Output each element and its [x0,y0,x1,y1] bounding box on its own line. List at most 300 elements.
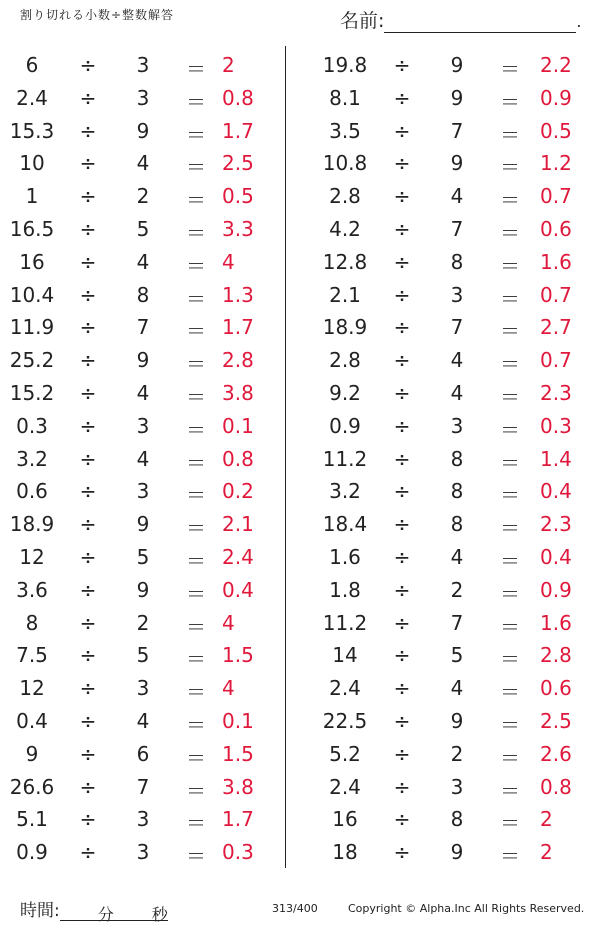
problem-row [0,573,282,606]
dividend: 0.6 [16,479,48,504]
divide-sign: ÷ [79,249,97,274]
equals-sign: ＝ [186,647,206,672]
equals-sign: ＝ [186,57,206,81]
equals-sign: ＝ [500,352,520,377]
divisor: 5 [136,544,150,569]
divisor: 7 [450,118,464,143]
equals-sign: ＝ [186,745,206,770]
equals-sign: ＝ [500,483,520,508]
divisor: 4 [136,446,150,471]
dividend: 11.2 [322,446,368,471]
divisor: 3 [450,282,464,307]
problem-row [0,474,282,507]
divide-sign: ÷ [393,282,411,307]
dividend: 25.2 [9,348,55,373]
time-blank-line [60,902,168,924]
divisor: 6 [136,741,150,766]
dividend: 10 [19,151,45,176]
problem-row [0,802,282,835]
divide-sign: ÷ [79,446,97,471]
dividend: 18.4 [322,512,368,537]
equals-sign: ＝ [500,384,520,409]
dividend: 0.9 [16,840,48,865]
answer: 0.8 [222,446,254,471]
equals-sign: ＝ [500,253,520,278]
problem-row [300,114,600,147]
dividend: 1 [25,184,39,209]
answer: 1.7 [222,315,254,340]
equals-sign: ＝ [186,89,206,114]
name-blank-line [384,12,576,33]
divisor: 5 [136,216,150,241]
dividend: 19.8 [322,53,368,77]
dividend: 12.8 [322,249,368,274]
dividend: 16 [19,249,45,274]
divisor: 5 [136,643,150,668]
answer: 1.5 [222,741,254,766]
divide-sign: ÷ [79,184,97,209]
divide-sign: ÷ [79,643,97,668]
equals-sign: ＝ [500,319,520,344]
divisor: 8 [450,512,464,537]
equals-sign: ＝ [500,712,520,737]
answer: 1.6 [540,610,572,635]
problem-row [0,737,282,770]
minutes-label: 分 [97,905,114,924]
problem-row [300,81,600,114]
answer: 4 [222,610,235,635]
answer: 2 [540,840,553,865]
divisor: 9 [450,708,464,733]
dividend: 3.6 [16,577,48,602]
equals-sign: ＝ [186,384,206,409]
divisor: 3 [450,413,464,438]
answer: 2 [540,807,553,832]
problem-row [0,540,282,573]
divisor: 4 [136,708,150,733]
answer: 0.4 [540,479,572,504]
answer: 0.2 [222,479,254,504]
dividend: 2.4 [329,676,361,701]
answer: 1.3 [222,282,254,307]
answer: 1.2 [540,151,572,176]
dividend: 0.9 [329,413,361,438]
problem-row [300,835,600,868]
equals-sign: ＝ [186,253,206,278]
equals-sign: ＝ [500,516,520,541]
answer: 2.3 [540,380,572,405]
problem-row [0,212,282,245]
divisor: 7 [450,610,464,635]
left-problem-column [0,48,282,868]
equals-sign: ＝ [186,712,206,737]
divisor: 4 [136,151,150,176]
divisor: 3 [450,774,464,799]
divide-sign: ÷ [393,577,411,602]
answer: 2.7 [540,315,572,340]
problem-row [300,146,600,179]
divisor: 7 [136,315,150,340]
divide-sign: ÷ [79,479,97,504]
divide-sign: ÷ [393,216,411,241]
worksheet-title: 割り切れる小数÷整数解答 [20,8,175,22]
divide-sign: ÷ [393,741,411,766]
divisor: 7 [450,216,464,241]
answer: 0.6 [540,676,572,701]
dividend: 26.6 [9,774,55,799]
equals-sign: ＝ [186,220,206,245]
problem-row [0,409,282,442]
problem-row [0,835,282,868]
divide-sign: ÷ [393,807,411,832]
answer: 0.1 [222,708,254,733]
dividend: 5.2 [329,741,361,766]
answer: 3.8 [222,774,254,799]
dividend: 12 [19,544,45,569]
answer: 0.4 [540,544,572,569]
dividend: 2.4 [329,774,361,799]
divisor: 4 [450,348,464,373]
equals-sign: ＝ [186,352,206,377]
equals-sign: ＝ [500,614,520,639]
dividend: 3.5 [329,118,361,143]
divisor: 3 [136,479,150,504]
divisor: 9 [450,85,464,110]
answer: 1.5 [222,643,254,668]
dividend: 2.4 [16,85,48,110]
divide-sign: ÷ [393,184,411,209]
equals-sign: ＝ [186,548,206,573]
divisor: 4 [136,380,150,405]
problem-row [300,212,600,245]
divisor: 4 [136,249,150,274]
divide-sign: ÷ [393,315,411,340]
equals-sign: ＝ [500,778,520,803]
divide-sign: ÷ [79,118,97,143]
dividend: 1.8 [329,577,361,602]
divide-sign: ÷ [79,807,97,832]
equals-sign: ＝ [186,844,206,869]
dividend: 11.2 [322,610,368,635]
divisor: 3 [136,53,150,77]
divide-sign: ÷ [393,85,411,110]
dividend: 2.1 [329,282,361,307]
problem-row [300,802,600,835]
equals-sign: ＝ [186,614,206,639]
divide-sign: ÷ [79,413,97,438]
problem-row [300,310,600,343]
divisor: 8 [450,807,464,832]
divide-sign: ÷ [393,380,411,405]
problem-row [0,343,282,376]
problem-row [0,310,282,343]
dividend: 16 [332,807,358,832]
divisor: 7 [136,774,150,799]
divisor: 3 [136,676,150,701]
name-dot: . [576,12,582,31]
answer: 1.7 [222,807,254,832]
equals-sign: ＝ [186,680,206,705]
problem-row [300,376,600,409]
answer: 3.8 [222,380,254,405]
divide-sign: ÷ [79,774,97,799]
equals-sign: ＝ [500,122,520,147]
divide-sign: ÷ [79,348,97,373]
dividend: 8.1 [329,85,361,110]
problem-row [0,81,282,114]
equals-sign: ＝ [500,581,520,606]
dividend: 6 [25,53,39,77]
problem-row [300,278,600,311]
answer: 4 [222,676,235,701]
equals-sign: ＝ [500,450,520,475]
copyright: Copyright © Alpha.Inc All Rights Reserved. [348,902,585,915]
problem-row [0,278,282,311]
divisor: 2 [450,577,464,602]
answer: 0.7 [540,348,572,373]
dividend: 0.3 [16,413,48,438]
answer: 3.3 [222,216,254,241]
equals-sign: ＝ [186,778,206,803]
dividend: 3.2 [329,479,361,504]
equals-sign: ＝ [186,581,206,606]
problem-row [0,704,282,737]
divide-sign: ÷ [79,577,97,602]
divide-sign: ÷ [79,544,97,569]
divide-sign: ÷ [393,512,411,537]
equals-sign: ＝ [500,647,520,672]
divide-sign: ÷ [79,840,97,865]
problem-row [0,606,282,639]
dividend: 8 [25,610,39,635]
problem-row [0,48,282,81]
dividend: 2.8 [329,348,361,373]
divide-sign: ÷ [393,249,411,274]
problem-row [0,770,282,803]
dividend: 4.2 [329,216,361,241]
answer: 2.8 [540,643,572,668]
divisor: 4 [450,380,464,405]
dividend: 18 [332,840,358,865]
problem-row [0,507,282,540]
divide-sign: ÷ [393,118,411,143]
dividend: 10.4 [9,282,55,307]
answer: 0.3 [222,840,254,865]
problem-row [300,474,600,507]
divisor: 8 [450,446,464,471]
problem-row [300,606,600,639]
problem-row [300,540,600,573]
divide-sign: ÷ [79,741,97,766]
dividend: 5.1 [16,807,48,832]
equals-sign: ＝ [186,450,206,475]
divide-sign: ÷ [393,610,411,635]
answer: 2.1 [222,512,254,537]
divide-sign: ÷ [79,315,97,340]
problem-row [300,770,600,803]
dividend: 0.4 [16,708,48,733]
equals-sign: ＝ [500,680,520,705]
answer: 2.2 [540,53,572,77]
divide-sign: ÷ [79,380,97,405]
answer: 0.5 [222,184,254,209]
equals-sign: ＝ [186,122,206,147]
page-number: 313/400 [272,902,318,915]
divisor: 4 [450,544,464,569]
answer: 0.7 [540,184,572,209]
equals-sign: ＝ [500,155,520,180]
dividend: 10.8 [322,151,368,176]
divisor: 3 [136,840,150,865]
divide-sign: ÷ [79,53,97,77]
divide-sign: ÷ [79,85,97,110]
answer: 2.6 [540,741,572,766]
answer: 0.3 [540,413,572,438]
problem-row [300,704,600,737]
dividend: 14 [332,643,358,668]
equals-sign: ＝ [500,286,520,311]
problem-row [300,343,600,376]
dividend: 9 [25,741,39,766]
divisor: 9 [136,512,150,537]
equals-sign: ＝ [186,417,206,442]
problem-row [0,245,282,278]
problem-row [300,573,600,606]
divisor: 9 [450,53,464,77]
answer: 0.8 [540,774,572,799]
divide-sign: ÷ [79,512,97,537]
answer: 0.9 [540,577,572,602]
answer: 4 [222,249,235,274]
problem-row [0,442,282,475]
divide-sign: ÷ [393,840,411,865]
answer: 2.3 [540,512,572,537]
name-label: 名前: [340,10,385,32]
divisor: 3 [136,807,150,832]
dividend: 16.5 [9,216,55,241]
divide-sign: ÷ [79,151,97,176]
divisor: 9 [136,118,150,143]
divide-sign: ÷ [393,413,411,438]
problem-row [0,114,282,147]
equals-sign: ＝ [500,220,520,245]
divisor: 4 [450,184,464,209]
answer: 2.8 [222,348,254,373]
divisor: 2 [450,741,464,766]
dividend: 9.2 [329,380,361,405]
dividend: 18.9 [322,315,368,340]
divide-sign: ÷ [393,446,411,471]
divisor: 3 [136,85,150,110]
dividend: 2.8 [329,184,361,209]
answer: 0.4 [222,577,254,602]
equals-sign: ＝ [186,483,206,508]
equals-sign: ＝ [186,188,206,213]
problem-row [300,179,600,212]
divisor: 9 [136,348,150,373]
problem-row [300,48,600,81]
name-field [340,6,582,33]
equals-sign: ＝ [186,811,206,836]
dividend: 18.9 [9,512,55,537]
divide-sign: ÷ [79,216,97,241]
equals-sign: ＝ [500,89,520,114]
divisor: 9 [450,840,464,865]
divisor: 5 [450,643,464,668]
answer: 0.9 [540,85,572,110]
time-field [20,896,168,924]
answer: 0.6 [540,216,572,241]
divide-sign: ÷ [393,774,411,799]
equals-sign: ＝ [500,745,520,770]
divisor: 3 [136,413,150,438]
equals-sign: ＝ [186,516,206,541]
equals-sign: ＝ [186,319,206,344]
divisor: 8 [450,479,464,504]
equals-sign: ＝ [500,844,520,869]
answer: 0.7 [540,282,572,307]
divide-sign: ÷ [79,708,97,733]
dividend: 1.6 [329,544,361,569]
divide-sign: ÷ [393,708,411,733]
answer: 2.5 [540,708,572,733]
answer: 0.8 [222,85,254,110]
problem-row [300,442,600,475]
divisor: 9 [450,151,464,176]
dividend: 22.5 [322,708,368,733]
equals-sign: ＝ [500,188,520,213]
answer: 0.5 [540,118,572,143]
problem-row [300,245,600,278]
equals-sign: ＝ [500,57,520,81]
divisor: 8 [136,282,150,307]
problem-row [0,671,282,704]
problem-row [0,638,282,671]
dividend: 11.9 [9,315,55,340]
divide-sign: ÷ [393,348,411,373]
divisor: 8 [450,249,464,274]
answer: 2 [222,53,235,77]
divisor: 2 [136,184,150,209]
divisor: 2 [136,610,150,635]
problem-row [300,737,600,770]
right-problem-column [300,48,600,868]
time-label: 時間: [20,901,60,921]
problem-row [0,376,282,409]
answer: 1.6 [540,249,572,274]
column-divider [285,46,286,868]
answer: 2.5 [222,151,254,176]
equals-sign: ＝ [500,811,520,836]
dividend: 15.2 [9,380,55,405]
divisor: 7 [450,315,464,340]
divide-sign: ÷ [79,282,97,307]
dividend: 15.3 [9,118,55,143]
problem-row [300,671,600,704]
problem-row [0,179,282,212]
divide-sign: ÷ [393,544,411,569]
equals-sign: ＝ [500,417,520,442]
seconds-label: 秒 [151,905,168,924]
answer: 1.4 [540,446,572,471]
divide-sign: ÷ [79,610,97,635]
divide-sign: ÷ [393,53,411,77]
dividend: 7.5 [16,643,48,668]
problem-row [300,409,600,442]
answer: 1.7 [222,118,254,143]
divide-sign: ÷ [79,676,97,701]
answer: 2.4 [222,544,254,569]
